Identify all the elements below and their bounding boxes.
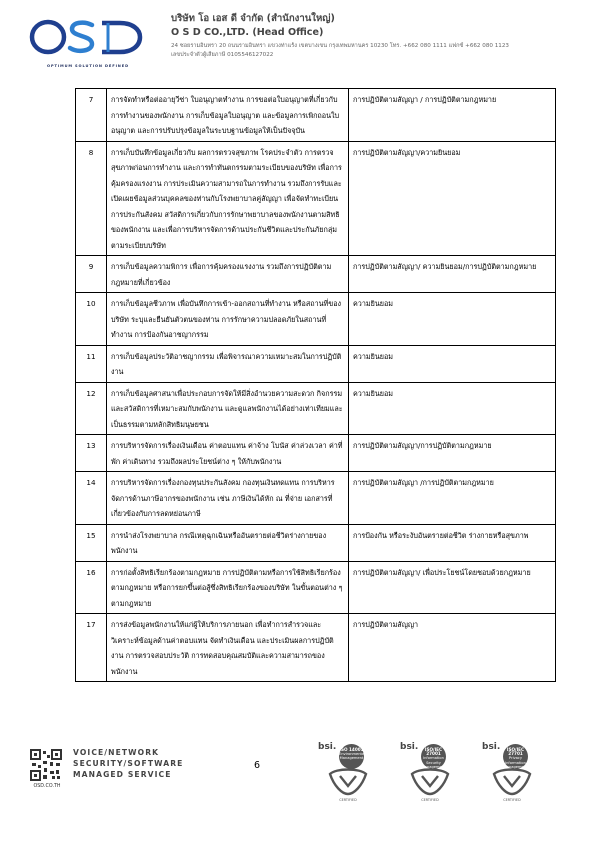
row-purpose: การส่งข้อมูลพนักงานให้แก่ผู้ให้บริการภายนอก เพื่อทำการสำรวจและวิเคราะห์ข้อมูลด้านค่าตอบแทน จัดทำเงินเดือน และประเมินผลการปฏิบัติงาน การตรวจสอบประวัติ การทดสอบคุณสมบัติและความสามารถของพนักงาน [107,614,349,682]
table-row [76,472,556,525]
row-purpose: การเก็บข้อมูลศาสนาเพื่อประกอบการจัดให้มีสิ่งอำนวยความสะดวก กิจกรรม และสวัสดิการที่เหมาะสมกับพนักงาน และดูแลพนักงานได้อย่างเท่าเทียมและเป็นธรรมตามหลักสิทธิมนุษยชน [107,382,349,435]
row-purpose: การเก็บข้อมูลความพิการ เพื่อการคุ้มครองแรงงาน รวมถึงการปฏิบัติตามกฎหมายที่เกี่ยวข้อง [107,256,349,293]
services-list [73,747,183,780]
row-legal-basis: ความยินยอม [349,382,556,435]
table-row [76,345,556,382]
iso-badge-icon: ISO 14001 Environmental Management [339,744,364,769]
row-purpose: การก่อตั้งสิทธิเรียกร้องตามกฎหมาย การปฏิบัติตามหรือการใช้สิทธิเรียกร้องตามกฎหมาย หรือการยกขึ้นต่อสู้ซึ่งสิทธิเรียกร้องของบริษัท ในขั้นตอนต่าง ๆ ตามกฎหมาย [107,561,349,614]
website-url: OSD.CO.TH [33,784,61,789]
cert-label: CERTIFIED [421,798,439,802]
certification-badges [318,740,578,810]
row-purpose: การบริหารจัดการเรื่องเงินเดือน ค่าตอบแทน ค่าจ้าง โบนัส ค่าล่วงเวลา ค่าที่พัก ค่าเดินทาง รวมถึงผลประโยชน์ต่าง ๆ ให้กับพนักงาน [107,435,349,472]
qr-code-icon [30,749,62,781]
iso-badge-icon: ISO/IEC 27701 Privacy Information Management [503,744,528,769]
kitemark-icon [490,766,534,796]
company-name-en: O S D CO.,LTD. (Head Office) [171,27,324,38]
osd-logo [28,16,148,72]
company-info [171,13,591,60]
row-number: 10 [76,293,107,346]
row-number: 9 [76,256,107,293]
company-tax-id: เลขประจำตัวผู้เสียภาษี 0105546127022 [171,52,274,58]
cert-badge-iso14001 [318,740,393,810]
row-legal-basis: การปฏิบัติตามสัญญา [349,614,556,682]
bsi-logo: bsi. [482,742,501,752]
table-row [76,293,556,346]
row-legal-basis: ความยินยอม [349,293,556,346]
bsi-logo: bsi. [318,742,337,752]
data-purpose-table [75,88,556,682]
page-footer [0,740,595,841]
company-address: 24 ซอยรามอินทรา 20 ถนนรามอินทรา แขวงท่าแร้ง เขตบางเขน กรุงเทพมหานคร 10230 โทร. +662 080 1111 แฟกซ์ +662 080 1123 [171,43,509,49]
row-legal-basis: การปฏิบัติตามสัญญา/ความยินยอม [349,141,556,256]
row-purpose: การบริหารจัดการเรื่องกองทุนประกันสังคม กองทุนเงินทดแทน การบริหารจัดการด้านภาษีอากรของพนักงาน เช่น ภาษีเงินได้หัก ณ ที่จ่าย เอกสารที่เกี่ยวข้องกับการลดหย่อนภาษี [107,472,349,525]
table-row [76,382,556,435]
row-purpose: การเก็บบันทึกข้อมูลเกี่ยวกับ ผลการตรวจสุขภาพ โรคประจำตัว การตรวจสุขภาพก่อนการทำงาน และการทำทันตกรรมตามระเบียบของบริษัท เพื่อการคุ้มครองแรงงาน การประเมินความสามารถในการทำงาน รวมถึงการรับและเปิดเผยข้อมูลส่วนบุคคลของท่านกับโรงพยาบาลคู่สัญญา เพื่อจัดทำทะเบียน การประกันสังคม สวัสดิการเกี่ยวกับการรักษาพยาบาลของพนักงานตามสิทธิของพนักงาน และเพื่อการบริหารจัดการด้านประกันชีวิตและประกันภัยกลุ่ม ตามระเบียบบริษัท [107,141,349,256]
row-legal-basis: การปฏิบัติตามสัญญา / การปฏิบัติตามกฎหมาย [349,89,556,142]
services-line: SECURITY/SOFTWARE [73,759,184,768]
row-legal-basis: การปฏิบัติตามสัญญา/ เพื่อประโยชน์โดยชอบด้วยกฎหมาย [349,561,556,614]
page-header [0,0,595,80]
row-number: 11 [76,345,107,382]
row-number: 12 [76,382,107,435]
row-purpose: การจัดทำหรือต่ออายุวีซ่า ใบอนุญาตทำงาน การขอต่อใบอนุญาตที่เกี่ยวกับการทำงานของพนักงาน การเก็บข้อมูลใบอนุญาต และข้อมูลการเพิกถอนใบอนุญาต และการปรับปรุงข้อมูลในระบบฐานข้อมูลให้เป็นปัจจุบัน [107,89,349,142]
kitemark-icon [408,766,452,796]
row-purpose: การเก็บข้อมูลประวัติอาชญากรรม เพื่อพิจารณาความเหมาะสมในการปฏิบัติงาน [107,345,349,382]
services-line: MANAGED SERVICE [73,770,172,779]
table-body [76,89,556,682]
table-row [76,561,556,614]
row-number: 7 [76,89,107,142]
row-number: 13 [76,435,107,472]
table-row [76,614,556,682]
row-legal-basis: การปฏิบัติตามสัญญา/ ความยินยอม/การปฏิบัติตามกฎหมาย [349,256,556,293]
row-legal-basis: การป้องกัน หรือระงับอันตรายต่อชีวิต ร่างกายหรือสุขภาพ [349,524,556,561]
cert-badge-iso27001 [400,740,475,810]
cert-label: CERTIFIED [503,798,521,802]
logo-tagline: OPTIMUM SOLUTION DEFINED [47,64,129,68]
row-purpose: การนำส่งโรงพยาบาล กรณีเหตุฉุกเฉินหรืออันตรายต่อชีวิตร่างกายของพนักงาน [107,524,349,561]
row-legal-basis: ความยินยอม [349,345,556,382]
row-legal-basis: การปฏิบัติตามสัญญา/การปฏิบัติตามกฎหมาย [349,435,556,472]
row-number: 15 [76,524,107,561]
table-row [76,435,556,472]
table-row [76,256,556,293]
table-row [76,524,556,561]
row-legal-basis: การปฏิบัติตามสัญญา /การปฏิบัติตามกฎหมาย [349,472,556,525]
table-row [76,89,556,142]
row-purpose: การเก็บข้อมูลชีวภาพ เพื่อบันทึกการเข้า-ออกสถานที่ทำงาน หรือสถานที่ของบริษัท ระบุและยืนยันตัวตนของท่าน การรักษาความปลอดภัยในสถานที่ทำงาน การป้องกันอาชญากรรม [107,293,349,346]
row-number: 14 [76,472,107,525]
kitemark-icon [326,766,370,796]
iso-badge-icon: ISO/IEC 27001 Information Security Management [421,744,446,769]
cert-badge-iso27701 [482,740,557,810]
row-number: 16 [76,561,107,614]
company-name-th: บริษัท โอ เอส ดี จำกัด (สำนักงานใหญ่) [171,13,335,24]
row-number: 17 [76,614,107,682]
page-number: 6 [253,760,261,771]
cert-label: CERTIFIED [339,798,357,802]
table-row [76,141,556,256]
row-number: 8 [76,141,107,256]
bsi-logo: bsi. [400,742,419,752]
services-line: VOICE/NETWORK [73,748,160,757]
